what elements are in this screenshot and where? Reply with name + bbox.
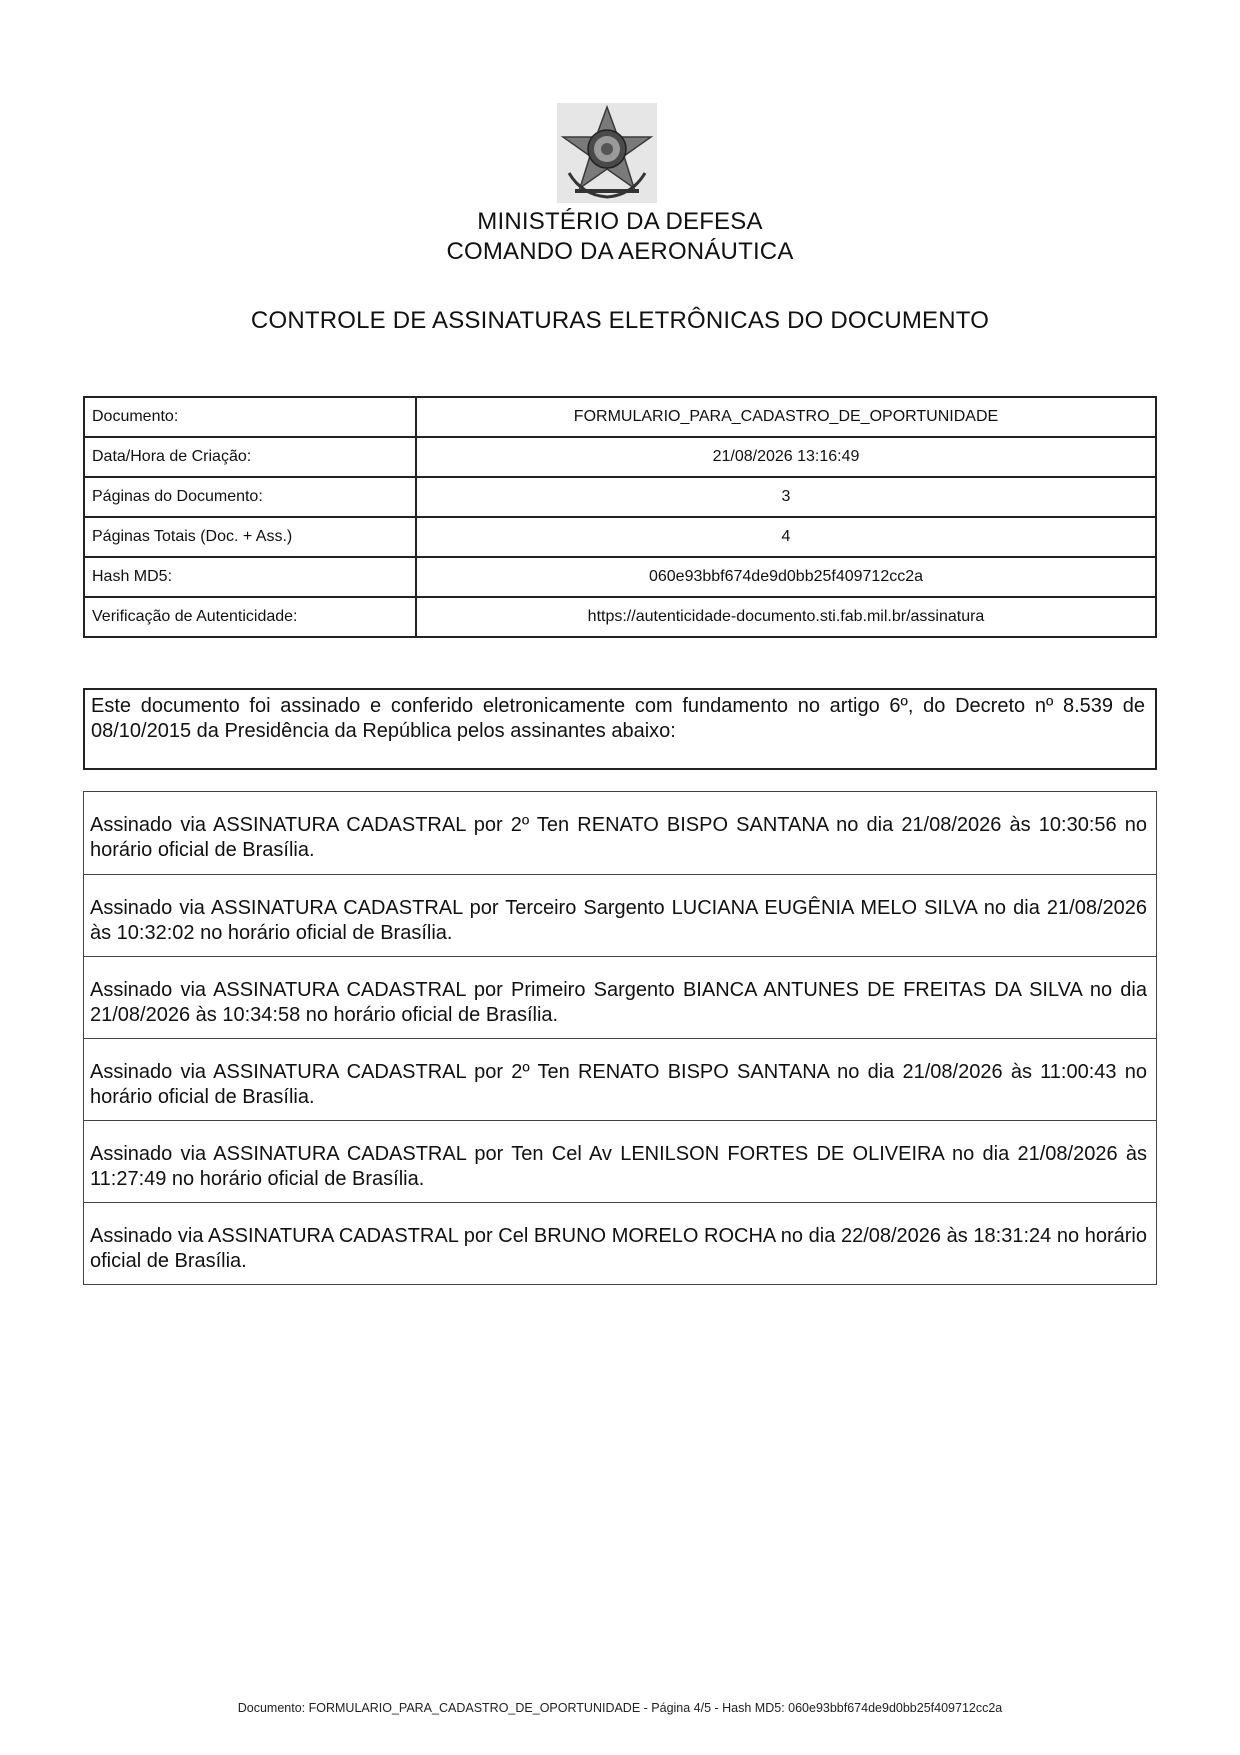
metadata-label: Verificação de Autenticidade: bbox=[84, 597, 416, 637]
metadata-label: Data/Hora de Criação: bbox=[84, 437, 416, 477]
metadata-row-document bbox=[84, 397, 1156, 437]
signature-entry: Assinado via ASSINATURA CADASTRAL por Primeiro Sargento BIANCA ANTUNES DE FREITAS DA SILVA no dia 21/08/2026 às 10:34:58 no horário oficial de Brasília. bbox=[84, 956, 1156, 1038]
signature-entry: Assinado via ASSINATURA CADASTRAL por Ten Cel Av LENILSON FORTES DE OLIVEIRA no dia 21/08/2026 às 11:27:49 no horário oficial de Brasília. bbox=[84, 1120, 1156, 1202]
command-name: COMANDO DA AERONÁUTICA bbox=[446, 238, 794, 265]
signature-entry: Assinado via ASSINATURA CADASTRAL por Terceiro Sargento LUCIANA EUGÊNIA MELO SILVA no dia 21/08/2026 às 10:32:02 no horário oficial de Brasília. bbox=[84, 874, 1156, 956]
metadata-row-document-pages bbox=[84, 477, 1156, 517]
metadata-label: Páginas Totais (Doc. + Ass.) bbox=[84, 517, 416, 557]
metadata-row-total-pages bbox=[84, 517, 1156, 557]
metadata-label: Documento: bbox=[84, 397, 416, 437]
document-metadata-table bbox=[83, 396, 1157, 638]
metadata-value: 4 bbox=[416, 517, 1156, 557]
legal-notice: Este documento foi assinado e conferido eletronicamente com fundamento no artigo 6º, do Decreto nº 8.539 de 08/10/2015 da Presidência da República pelos assinantes abaixo: bbox=[83, 688, 1157, 770]
page-title: CONTROLE DE ASSINATURAS ELETRÔNICAS DO DOCUMENTO bbox=[250, 307, 990, 334]
metadata-value: 3 bbox=[416, 477, 1156, 517]
metadata-value: 21/08/2026 13:16:49 bbox=[416, 437, 1156, 477]
signature-entry: Assinado via ASSINATURA CADASTRAL por 2º Ten RENATO BISPO SANTANA no dia 21/08/2026 às 11:00:43 no horário oficial de Brasília. bbox=[84, 1038, 1156, 1120]
metadata-row-creation-date bbox=[84, 437, 1156, 477]
authenticity-url: https://autenticidade-documento.sti.fab.mil.br/assinatura bbox=[416, 597, 1156, 637]
metadata-label: Páginas do Documento: bbox=[84, 477, 416, 517]
metadata-value: FORMULARIO_PARA_CADASTRO_DE_OPORTUNIDADE bbox=[416, 397, 1156, 437]
signature-entry: Assinado via ASSINATURA CADASTRAL por Cel BRUNO MORELO ROCHA no dia 22/08/2026 às 18:31:24 no horário oficial de Brasília. bbox=[84, 1202, 1156, 1284]
metadata-row-hash bbox=[84, 557, 1156, 597]
metadata-label: Hash MD5: bbox=[84, 557, 416, 597]
signature-entry: Assinado via ASSINATURA CADASTRAL por 2º Ten RENATO BISPO SANTANA no dia 21/08/2026 às 10:30:56 no horário oficial de Brasília. bbox=[90, 814, 1147, 861]
ministry-name: MINISTÉRIO DA DEFESA bbox=[477, 208, 763, 235]
page-footer: Documento: FORMULARIO_PARA_CADASTRO_DE_OPORTUNIDADE - Página 4/5 - Hash MD5: 060e93bbf674de9d0bb25f409712cc2a bbox=[237, 1701, 1003, 1715]
signature-list bbox=[83, 791, 1157, 1285]
metadata-value: 060e93bbf674de9d0bb25f409712cc2a bbox=[416, 557, 1156, 597]
metadata-row-authenticity bbox=[84, 597, 1156, 637]
brazil-coat-of-arms-icon bbox=[557, 103, 657, 203]
